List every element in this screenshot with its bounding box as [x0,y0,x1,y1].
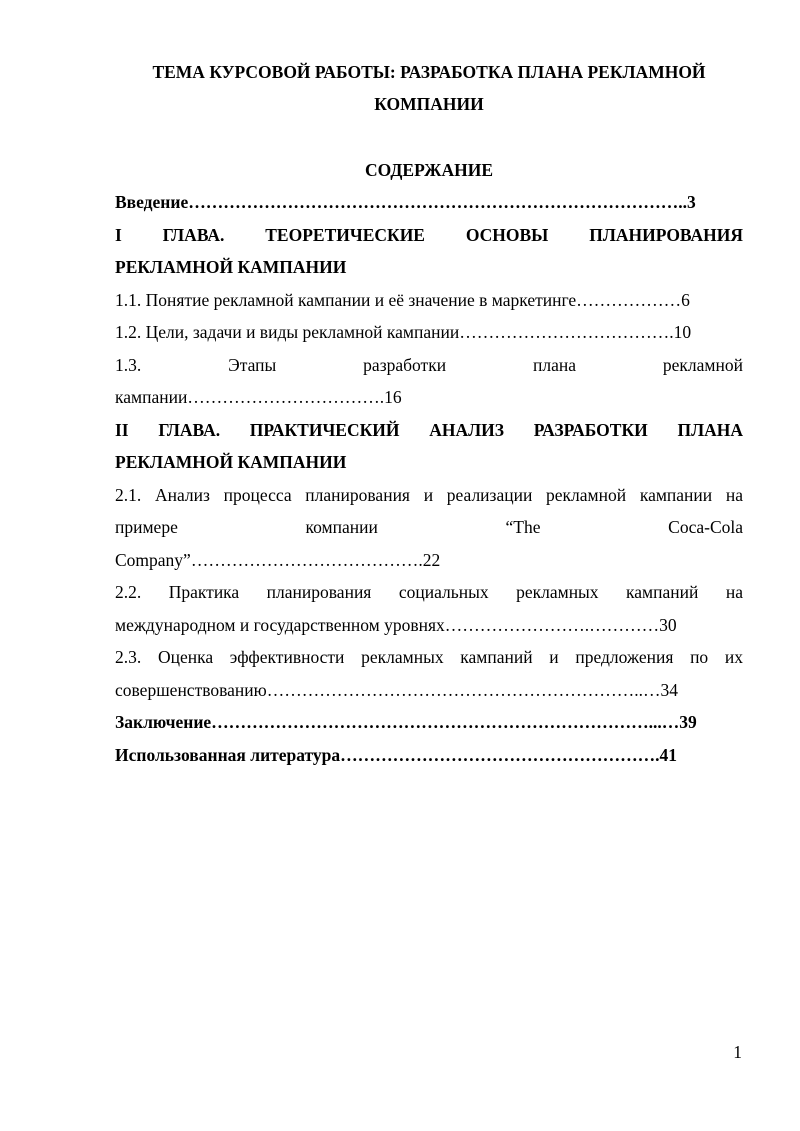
toc-entry-references: Использованная литература……………………………………………….41 [115,744,678,765]
toc-entry-1-1: 1.1. Понятие рекламной кампании и её значение в маркетинге………………6 [115,289,690,310]
toc-entry-1-3-line-2: кампании…………………………….16 [115,387,402,407]
contents-heading: СОДЕРЖАНИЕ [364,160,493,180]
toc-entry-chapter-1-line-2: РЕКЛАМНОЙ КАМПАНИИ [115,257,347,277]
toc-entry-chapter-2-line-2: РЕКЛАМНОЙ КАМПАНИИ [115,452,347,472]
toc-entry-chapter-1-line-1: I ГЛАВА. ТЕОРЕТИЧЕСКИЕ ОСНОВЫ ПЛАНИРОВАНИЯ [115,224,743,245]
toc-entry-conclusion: Заключение…………………………………………………………………...…39 [115,712,697,732]
toc-entry-chapter-2-line-1: II ГЛАВА. ПРАКТИЧЕСКИЙ АНАЛИЗ РАЗРАБОТКИ ПЛАНА [115,419,743,440]
toc-entry-2-3-line-1: 2.3. Оценка эффективности рекламных кампаний и предложения по их [115,647,743,667]
page-number: 1 [733,1042,742,1062]
document-title-line-2: КОМПАНИИ [374,94,484,114]
toc-entry-2-2-line-1: 2.2. Практика планирования социальных рекламных кампаний на [115,582,743,602]
toc-entry-introduction: Введение…………………………………………………………………………..3 [115,192,696,212]
toc-entry-2-2-line-2: международном и государственном уровнях…………………….…………30 [115,614,677,635]
toc-entry-2-3-line-2: совершенствованию………………………………………………………..…34 [115,679,678,700]
toc-entry-2-1-line-1: 2.1. Анализ процесса планирования и реализации рекламной кампании на [115,484,743,505]
table-of-contents [115,186,743,771]
document-title-line-1: ТЕМА КУРСОВОЙ РАБОТЫ: РАЗРАБОТКА ПЛАНА РЕКЛАМНОЙ [152,62,706,82]
document-title [100,56,758,120]
toc-entry-1-2: 1.2. Цели, задачи и виды рекламной кампании……………………………….10 [115,322,692,342]
toc-entry-1-3-line-1: 1.3. Этапы разработки плана рекламной [115,354,743,375]
toc-entry-2-1-line-3: Company”………………………………….22 [115,549,441,570]
toc-entry-2-1-line-2: примере компании “The Coca-Cola [115,517,743,537]
